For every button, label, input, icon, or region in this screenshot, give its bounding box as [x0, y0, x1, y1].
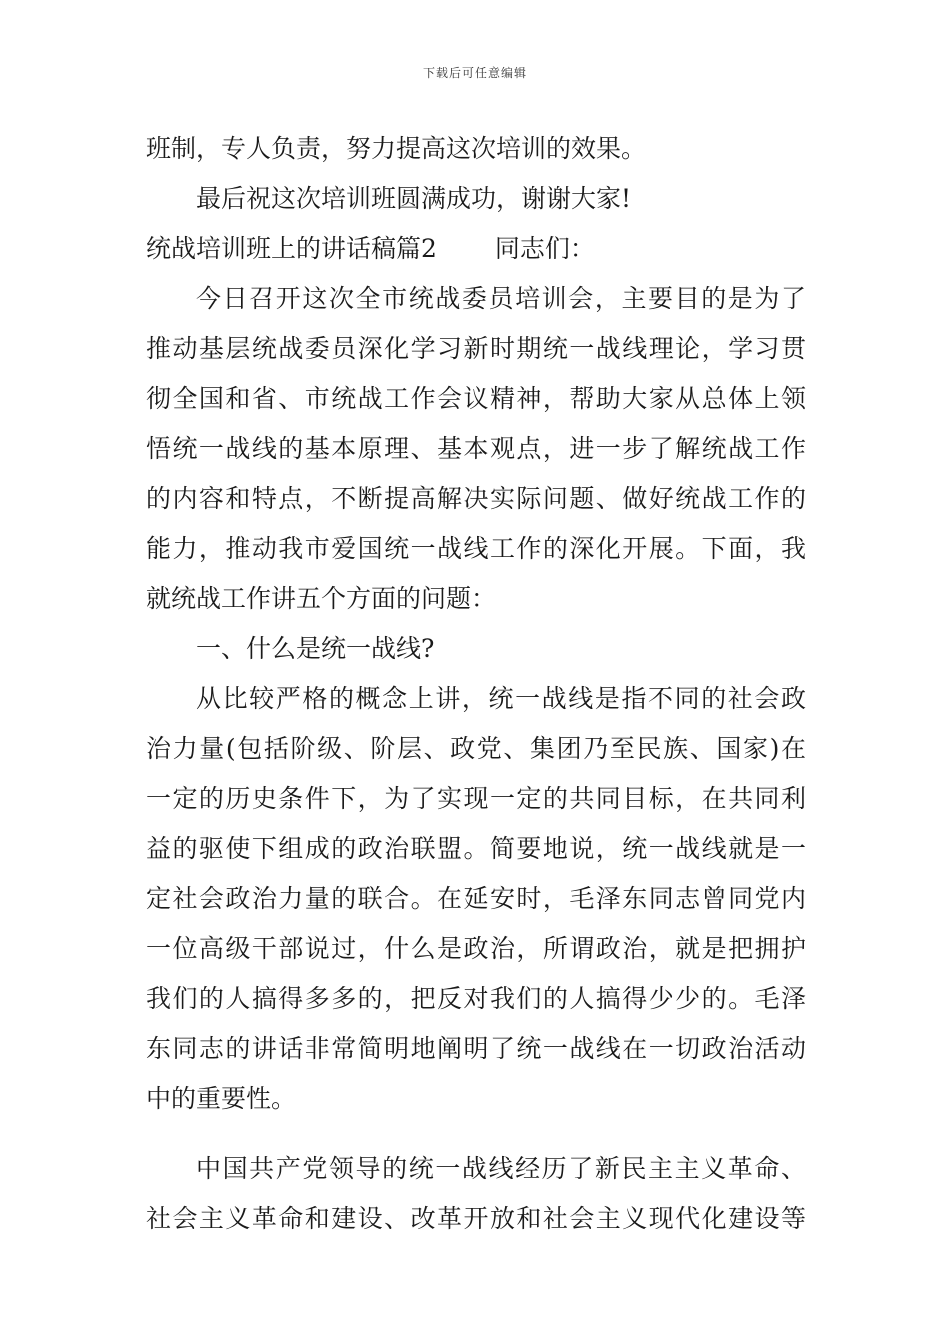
paragraph-line: 就统战工作讲五个方面的问题： [146, 584, 497, 613]
paragraph-line: 悟统一战线的基本原理、基本观点，进一步了解统战工作 [146, 434, 806, 463]
paragraph-line: 从比较严格的概念上讲，统一战线是指不同的社会政 [196, 684, 806, 713]
paragraph-line: 社会主义革命和建设、改革开放和社会主义现代化建设等 [146, 1204, 806, 1233]
document-body [146, 124, 806, 1244]
paragraph-line: 彻全国和省、市统战工作会议精神，帮助大家从总体上领 [146, 384, 806, 413]
paragraph-line: 最后祝这次培训班圆满成功，谢谢大家! [196, 184, 632, 213]
paragraph-line: 定社会政治力量的联合。在延安时，毛泽东同志曾同党内 [146, 884, 806, 913]
paragraph-line: 益的驱使下组成的政治联盟。简要地说，统一战线就是一 [146, 834, 806, 863]
section-title-line [146, 224, 806, 274]
paragraph-line: 一定的历史条件下，为了实现一定的共同目标，在共同利 [146, 784, 806, 813]
paragraph-line: 我们的人搞得多多的，把反对我们的人搞得少少的。毛泽 [146, 984, 806, 1013]
page-header-note: 下载后可任意编辑 [422, 66, 527, 80]
paragraph-line: 中国共产党领导的统一战线经历了新民主主义革命、 [196, 1154, 806, 1183]
paragraph-line: 班制，专人负责，努力提高这次培训的效果。 [146, 134, 647, 163]
section-title: 统战培训班上的讲话稿篇2 [146, 234, 437, 263]
paragraph-line: 中的重要性。 [146, 1084, 297, 1113]
section-heading: 一、什么是统一战线? [196, 634, 435, 663]
paragraph-line: 的内容和特点，不断提高解决实际问题、做好统战工作的 [146, 484, 806, 513]
paragraph-line: 能力，推动我市爱国统一战线工作的深化开展。下面，我 [146, 534, 806, 563]
paragraph-line: 今日召开这次全市统战委员培训会，主要目的是为了 [196, 284, 806, 313]
paragraph-line: 东同志的讲话非常简明地阐明了统一战线在一切政治活动 [146, 1034, 806, 1063]
paragraph-line: 一位高级干部说过，什么是政治，所谓政治，就是把拥护 [146, 934, 806, 963]
paragraph-line: 治力量(包括阶级、阶层、政党、集团乃至民族、国家)在 [146, 734, 806, 763]
salutation: 同志们： [494, 234, 595, 263]
paragraph-line: 推动基层统战委员深化学习新时期统一战线理论，学习贯 [146, 334, 806, 363]
